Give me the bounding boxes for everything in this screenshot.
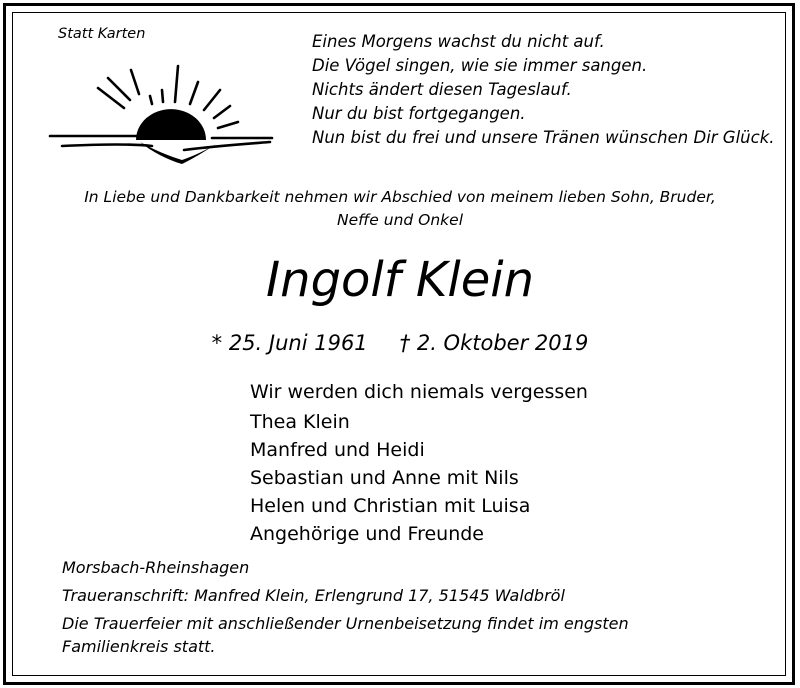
intro-text bbox=[0, 186, 800, 232]
intro-line-2: Neffe und Onkel bbox=[336, 211, 464, 229]
birth-date: * 25. Juni 1961 bbox=[211, 331, 368, 355]
poem-line: Nun bist du frei und unsere Tränen wünschen Dir Glück. bbox=[312, 128, 775, 147]
poem-line: Nur du bist fortgegangen. bbox=[312, 104, 526, 123]
poem-line: Eines Morgens wachst du nicht auf. bbox=[312, 32, 605, 51]
mourner-name: Angehörige und Freunde bbox=[250, 523, 484, 545]
deceased-name: Ingolf Klein bbox=[265, 252, 534, 308]
service-line-1: Die Trauerfeier mit anschließender Urnenbeisetzung findet im engsten bbox=[62, 614, 629, 633]
death-date: † 2. Oktober 2019 bbox=[399, 331, 589, 355]
intro-line-1: In Liebe und Dankbarkeit nehmen wir Abschied von meinem lieben Sohn, Bruder, bbox=[84, 188, 716, 206]
place-line: Morsbach-Rheinshagen bbox=[62, 558, 250, 577]
remembrance-line: Wir werden dich niemals vergessen bbox=[250, 381, 588, 403]
footer bbox=[62, 556, 629, 658]
address-line: Traueranschrift: Manfred Klein, Erlengrund 17, 51545 Waldbröl bbox=[62, 586, 565, 605]
service-line-2: Familienkreis statt. bbox=[62, 637, 216, 656]
mourner-name: Thea Klein bbox=[250, 411, 350, 433]
poem-line: Die Vögel singen, wie sie immer sangen. bbox=[312, 56, 648, 75]
statt-karten-label: Statt Karten bbox=[58, 26, 146, 42]
sunrise-icon bbox=[44, 60, 274, 168]
life-dates bbox=[0, 331, 800, 355]
poem bbox=[312, 30, 775, 150]
mourner-name: Sebastian und Anne mit Nils bbox=[250, 467, 519, 489]
mourner-name: Helen und Christian mit Luisa bbox=[250, 495, 531, 517]
mourner-name: Manfred und Heidi bbox=[250, 439, 425, 461]
poem-line: Nichts ändert diesen Tageslauf. bbox=[312, 80, 572, 99]
mourners-list bbox=[250, 378, 588, 548]
